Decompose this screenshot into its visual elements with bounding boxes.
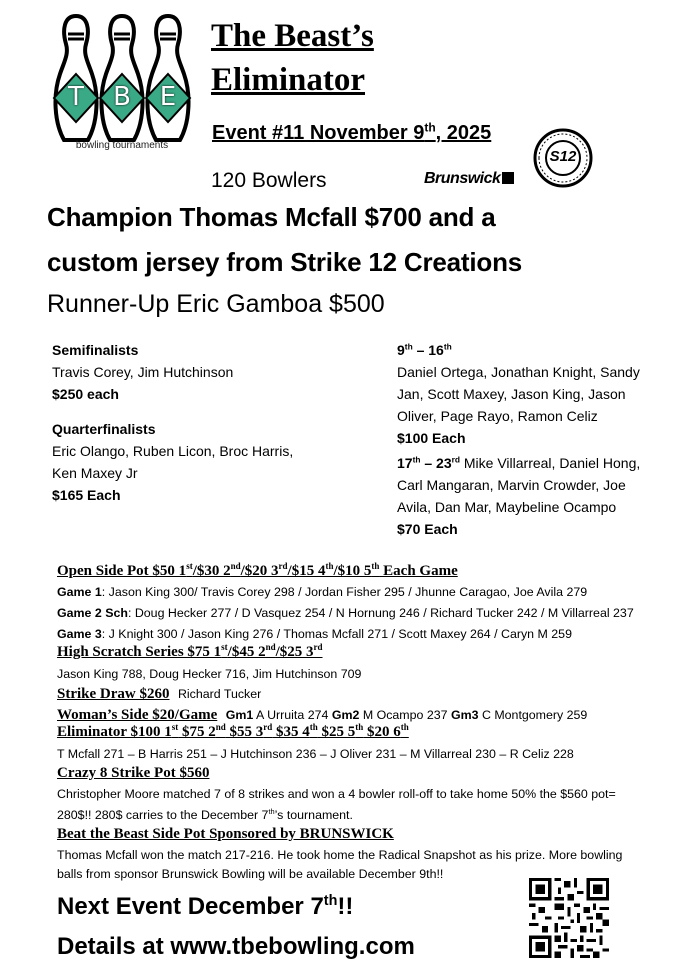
- group-17-23-line-0: [397, 452, 667, 474]
- champion-line-2: custom jersey from Strike 12 Creations: [47, 247, 523, 277]
- group-17-23-prize: $70 Each: [397, 521, 458, 537]
- game-1-text: : Jason King 300/ Travis Corey 298 / Jordan Fisher 295 / Jhunne Caragao, Joe Avila 279: [101, 585, 588, 599]
- tbe-logo: [44, 12, 200, 154]
- el-c: $55 3: [225, 724, 264, 740]
- eliminator-heading: [57, 724, 409, 741]
- left-column: [52, 339, 382, 506]
- crazy8-l2-sup: th: [268, 806, 275, 816]
- game-2-label: Game 2 Sch: [57, 606, 128, 620]
- osp-c: /$20 3: [240, 563, 279, 579]
- group-17-23-line-3: Avila, Dan Mar, Maybeline Ocampo: [397, 499, 617, 515]
- quarterfinalists-prize: $165 Each: [52, 487, 121, 503]
- quarterfinalists-heading: Quarterfinalists: [52, 421, 156, 437]
- womans-side-row: [57, 706, 587, 724]
- brunswick-b-icon: [502, 172, 514, 184]
- game-3-label: Game 3: [57, 627, 102, 641]
- osp-d-sup: th: [325, 561, 334, 571]
- strike-draw-heading: Strike Draw $260: [57, 686, 170, 702]
- el-c-sup: rd: [263, 722, 273, 732]
- osp-c-sup: rd: [278, 561, 288, 571]
- logo-caption: bowling tournaments: [75, 140, 169, 151]
- brunswick-logo: [424, 170, 514, 188]
- g17-a-sup: th: [412, 454, 421, 465]
- osp-a-sup: st: [186, 561, 193, 571]
- osp-d: /$15 4: [287, 563, 326, 579]
- game-1-results: [57, 585, 587, 599]
- hs-c-sup: rd: [313, 642, 323, 652]
- crazy8-l2a: 280$!! 280$ carries to the December 7: [57, 808, 269, 822]
- spacer: [52, 405, 382, 418]
- hs-a: High Scratch Series $75 1: [57, 644, 222, 660]
- logo-letter-e: E: [159, 82, 177, 112]
- crazy8-line-1: Christopher Moore matched 7 of 8 strikes and won a 4 bowler roll-off to take home 50% the $560 pot=: [57, 787, 616, 801]
- quarterfinalists-names-1: Eric Olango, Ruben Licon, Broc Harris,: [52, 443, 294, 459]
- osp-e-sup: th: [371, 561, 380, 571]
- hs-b-sup: nd: [265, 642, 276, 652]
- event-sup: th: [424, 120, 436, 135]
- g9-b-sup: th: [443, 341, 452, 352]
- el-d-sup: th: [309, 722, 318, 732]
- logo-letter-b: B: [113, 82, 131, 112]
- osp-f: Each Game: [379, 563, 458, 579]
- semifinalists-heading: Semifinalists: [52, 342, 139, 358]
- group-9-16-line-3: Oliver, Page Rayo, Ramon Celiz: [397, 408, 598, 424]
- semifinalists-names: Travis Corey, Jim Hutchinson: [52, 364, 234, 380]
- game-3-results: [57, 627, 572, 641]
- g17-b-sup: rd: [451, 454, 460, 465]
- group-9-16-heading: [397, 339, 667, 361]
- champion-line-1: Champion Thomas Mcfall $700 and a: [47, 202, 496, 232]
- el-a-sup: st: [171, 722, 179, 732]
- next-event: [57, 893, 353, 921]
- event-line: [212, 122, 491, 145]
- crazy8-heading: Crazy 8 Strike Pot $560: [57, 765, 210, 781]
- next-event-sup: th: [323, 893, 338, 909]
- womans-gm3: C Montgomery 259: [478, 708, 588, 722]
- beat-the-beast-heading: Beat the Beast Side Pot Sponsored by BRUNSWICK: [57, 826, 394, 842]
- strike-draw-row: [57, 685, 261, 703]
- beat-the-beast-line-2: balls from sponsor Brunswick Bowling will be available December 9th!!: [57, 867, 444, 881]
- runner-up: Runner-Up Eric Gamboa $500: [47, 290, 385, 318]
- title-line-2: Eliminator: [211, 62, 365, 98]
- qr-code-icon[interactable]: [529, 878, 609, 958]
- womans-gm2: M Ocampo 237: [359, 708, 451, 722]
- group-9-16-line-1: Daniel Ortega, Jonathan Knight, Sandy: [397, 364, 640, 380]
- el-b-sup: nd: [215, 722, 226, 732]
- hs-b: /$45 2: [227, 644, 266, 660]
- game-2-text: : Doug Hecker 277 / D Vasquez 254 / N Hornung 246 / Richard Tucker 242 / M Villarreal 237: [127, 606, 634, 620]
- g9-a-sup: th: [404, 341, 413, 352]
- bowler-count: 120 Bowlers: [211, 169, 327, 192]
- crazy8-l2b: ’s tournament.: [274, 808, 353, 822]
- osp-b-sup: nd: [230, 561, 241, 571]
- osp-e: /$10 5: [333, 563, 372, 579]
- strike-draw-winner: Richard Tucker: [177, 687, 262, 701]
- brunswick-logo-text: Brunswick: [424, 170, 501, 187]
- womans-side-heading: Woman’s Side $20/Game: [57, 707, 218, 723]
- group-9-16-prize: $100 Each: [397, 430, 466, 446]
- womans-gm1-label: Gm1: [225, 708, 254, 722]
- game-1-label: Game 1: [57, 585, 102, 599]
- el-b: $75 2: [178, 724, 216, 740]
- g17-a: 17: [397, 455, 413, 471]
- g17-mid: – 23: [420, 455, 452, 471]
- event-prefix: Event #11 November 9: [212, 122, 425, 144]
- beat-the-beast-line-1: Thomas Mcfall won the match 217-216. He took home the Radical Snapshot as his prize. More bowling: [57, 848, 623, 862]
- high-scratch-results: Jason King 788, Doug Hecker 716, Jim Hutchinson 709: [57, 667, 362, 681]
- el-e-sup: th: [355, 722, 364, 732]
- g9-a: 9: [397, 342, 405, 358]
- game-2-results: [57, 606, 634, 620]
- el-f-sup: th: [400, 722, 409, 732]
- title-line-1: The Beast’s: [211, 18, 374, 54]
- eliminator-results: T Mcfall 271 – B Harris 251 – J Hutchinson 236 – J Oliver 231 – M Villarreal 230 – R Celiz 228: [57, 747, 574, 761]
- strike12-seal: [533, 128, 593, 188]
- hs-c: /$25 3: [275, 644, 314, 660]
- seal-center-text: S12: [549, 148, 577, 165]
- g17-l1: Mike Villarreal, Daniel Hong,: [460, 455, 641, 471]
- open-side-pot-heading: [57, 563, 458, 580]
- womans-side-results: [226, 708, 588, 722]
- qr-code-graphic: [529, 878, 609, 958]
- g9-mid: – 16: [412, 342, 444, 358]
- semifinalists-prize: $250 each: [52, 386, 119, 402]
- group-9-16-line-2: Jan, Scott Maxey, Jason King, Jason: [397, 386, 626, 402]
- el-f: $20 6: [363, 724, 401, 740]
- details-link[interactable]: Details at www.tbebowling.com: [57, 933, 415, 960]
- event-suffix: , 2025: [435, 122, 492, 144]
- osp-b: /$30 2: [192, 563, 231, 579]
- next-event-a: Next Event December 7: [57, 893, 324, 920]
- right-column: [397, 339, 667, 540]
- womans-gm1: A Urruita 274: [253, 708, 332, 722]
- logo-letter-t: T: [68, 82, 84, 112]
- el-e: $25 5: [317, 724, 356, 740]
- womans-gm3-label: Gm3: [450, 708, 479, 722]
- high-scratch-heading: [57, 644, 323, 661]
- el-d: $35 4: [272, 724, 310, 740]
- next-event-b: !!: [337, 893, 354, 920]
- womans-gm2-label: Gm2: [331, 708, 360, 722]
- crazy8-line-2: [57, 808, 353, 822]
- hs-a-sup: st: [221, 642, 228, 652]
- game-3-text: : J Knight 300 / Jason King 276 / Thomas Mcfall 271 / Scott Maxey 264 / Caryn M 259: [101, 627, 572, 641]
- group-17-23-line-2: Carl Mangaran, Marvin Crowder, Joe: [397, 477, 626, 493]
- el-a: Eliminator $100 1: [57, 724, 172, 740]
- quarterfinalists-names-2: Ken Maxey Jr: [52, 465, 138, 481]
- osp-a: Open Side Pot $50 1: [57, 563, 187, 579]
